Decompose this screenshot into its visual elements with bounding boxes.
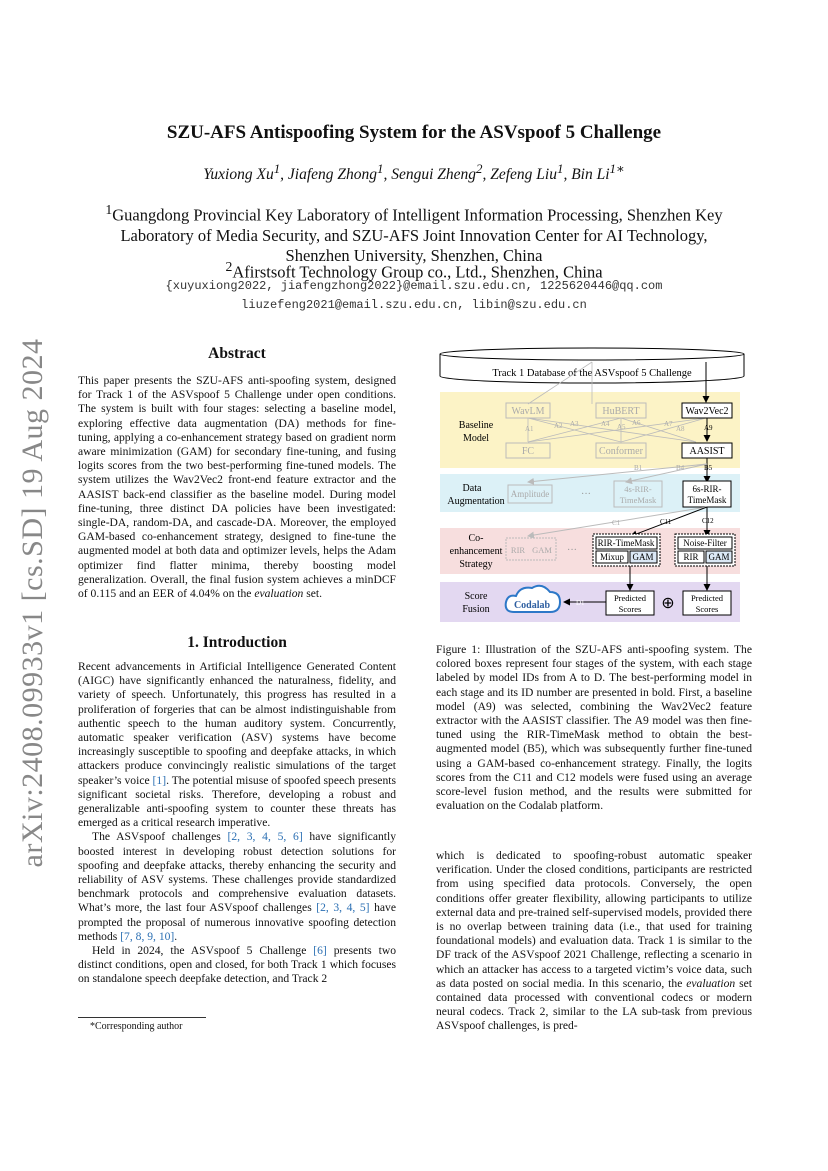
svg-text:GAM: GAM bbox=[632, 552, 654, 562]
abstract-heading: Abstract bbox=[208, 345, 266, 362]
affiliation-2: $^2$Afirstsoft Technology Group co., Ltd., Shenzhen, China bbox=[225, 259, 603, 282]
svg-text:A2: A2 bbox=[554, 422, 563, 430]
author-1: Yuxiong Xu$^1$ bbox=[203, 161, 281, 184]
citation-link[interactable]: [6] bbox=[313, 944, 327, 958]
right-column-body: which is dedicated to spoofing-robust automatic speaker verification. Under the closed conditions, participants are restricted from using specified data protocols. Conversely, the open conditions offer greater flexibility, allowing participants to utilize external data and pre-trained self-supervised models, provided there is no overlap between training data (i.e., that used for training foundational models) and evaluation data. Track 1 is similar to the DF track of the ASVspoof 2021 Challenge, reflecting a scenario in which an attacker has access to a targeted victim’s voice data, such as data posted on social media. In this scenario, the evaluation set contained data processed with conventional codecs or modern neural codecs. Track 2, similar to the LA sub-task from previous ASVspoof challenges, is pred- bbox=[436, 849, 753, 1033]
svg-text:B4: B4 bbox=[676, 464, 685, 472]
svg-text:B1: B1 bbox=[634, 464, 643, 472]
arxiv-side-label bbox=[8, 338, 58, 868]
arxiv-id-text: arXiv:2408.09933v1 [cs.SD] 19 Aug 2024 bbox=[16, 338, 49, 868]
svg-text:Wav2Vec2: Wav2Vec2 bbox=[685, 406, 729, 417]
system-figure bbox=[436, 346, 752, 626]
database-label: Track 1 Database of the ASVspoof 5 Challenge bbox=[492, 368, 692, 379]
stage-label-co-1: Co- bbox=[468, 533, 484, 544]
svg-text:FC: FC bbox=[521, 446, 535, 457]
stage-label-baseline-1: Baseline bbox=[458, 420, 494, 431]
svg-text:A1: A1 bbox=[525, 425, 534, 433]
author-list: Yuxiong Xu$^1$, Jiafeng Zhong$^1$, Sengui Zheng$^2$, Zefeng Liu$^1$, Bin $Li^{1∗}$ bbox=[203, 161, 625, 184]
svg-text:Amplitude: Amplitude bbox=[510, 489, 550, 499]
stage-label-augmentation-1: Data bbox=[462, 483, 482, 494]
svg-text:Scores: Scores bbox=[618, 604, 642, 614]
svg-text:Conformer: Conformer bbox=[599, 446, 643, 457]
figure-caption: Figure 1: Illustration of the SZU-AFS anti-spoofing system. The colored boxes represent four stages of the system, with each stage labeled by model IDs from A to D. The best-performing model in each stage and its ID number are presented in bold. First, a baseline model (A9) was selected, combining the Wav2Vec2 feature extractor with the AASIST classifier. The A9 model was then fine-tuned using the RIR-TimeMask method to obtain the best-augmented model (B5), which was subsequently further fine-tuned using a GAM-based co-enhancement strategy. Finally, the logits scores from the C11 and C12 models were fused using an average score-level fusion method, and the results were submitted for evaluation on the Codalab platform. bbox=[436, 643, 752, 813]
svg-text:C12: C12 bbox=[702, 517, 714, 525]
svg-text:A6: A6 bbox=[632, 419, 641, 427]
svg-text:···: ··· bbox=[581, 489, 591, 500]
abstract-body: This paper presents the SZU-AFS anti-spoofing system, designed for Track 1 of the ASVspoof 5 Challenge under open conditions. The system is built with four stages: selecting a baseline model, exploring effective data augmentation (DA) methods for fine-tuning, applying a co-enhancement strategy based on gradient norm aware minimization (GAM) for secondary fine-tuning, and fusing logits scores from the two best-performing fine-tuned models. The system utilizes the Wav2Vec2 front-end feature extractor and the AASIST back-end classifier as the baseline model. During model fine-tuning, three distinct DA policies have been investigated: single-DA, random-DA, and cascade-DA. Moreover, the employed GAM-based co-enhancement strategy, designed to fine-tune the augmented model at both data and optimizer levels, helps the Adam optimizer find flatter minima, thereby boosting model generalization. Overall, the final fusion system achieves a minDCF of 0.115 and an EER of 4.04% on the evaluation set. bbox=[78, 374, 396, 601]
introduction-heading: 1. Introduction bbox=[187, 634, 287, 651]
author-2: Jiafeng Zhong$^1$ bbox=[287, 161, 384, 184]
svg-text:RIR: RIR bbox=[510, 545, 526, 555]
svg-text:GAM: GAM bbox=[532, 545, 552, 555]
plus-circle-icon: ⊕ bbox=[661, 595, 675, 612]
citation-link[interactable]: [7, 8, 9, 10] bbox=[120, 929, 175, 943]
svg-text:GAM: GAM bbox=[708, 552, 730, 562]
svg-text:AASIST: AASIST bbox=[689, 446, 725, 457]
stage-label-augmentation-2: Augmentation bbox=[447, 496, 505, 507]
stage-label-co-3: Strategy bbox=[459, 559, 493, 570]
svg-text:A3: A3 bbox=[570, 420, 579, 428]
author-3: Sengui Zheng$^2$ bbox=[391, 161, 483, 184]
svg-text:4s-RIR-: 4s-RIR- bbox=[624, 484, 652, 494]
email-line-1: {xuyuxiong2022, jiafengzhong2022}@email.szu.edu.cn, 1225620446@qq.com bbox=[165, 279, 663, 293]
footnote: *Corresponding author bbox=[90, 1021, 183, 1032]
svg-text:A5: A5 bbox=[617, 423, 626, 431]
stage-label-fusion-2: Fusion bbox=[462, 604, 490, 615]
footnote-rule bbox=[78, 1017, 206, 1018]
svg-text:Predicted: Predicted bbox=[690, 593, 724, 603]
svg-text:Noise-Filter: Noise-Filter bbox=[683, 538, 727, 548]
svg-text:···: ··· bbox=[567, 545, 577, 556]
svg-text:C11: C11 bbox=[660, 518, 672, 526]
svg-text:C1: C1 bbox=[612, 519, 621, 527]
author-4: Zefeng Liu$^1$ bbox=[490, 161, 564, 184]
paper-title: SZU-AFS Antispoofing System for the ASVspoof 5 Challenge bbox=[166, 122, 662, 143]
stage-label-fusion-1: Score bbox=[464, 591, 488, 602]
svg-text:Mixup: Mixup bbox=[599, 552, 625, 562]
svg-text:D1: D1 bbox=[576, 599, 585, 607]
email-line-2: liuzefeng2021@email.szu.edu.cn, libin@szu.edu.cn bbox=[241, 298, 587, 312]
svg-text:RIR: RIR bbox=[683, 552, 699, 562]
svg-text:TimeMask: TimeMask bbox=[687, 495, 727, 505]
author-5: Bin $Li^{1∗}$ bbox=[571, 161, 625, 184]
svg-text:WavLM: WavLM bbox=[511, 406, 545, 417]
stage-label-co-2: enhancement bbox=[449, 546, 503, 557]
svg-text:A4: A4 bbox=[601, 420, 610, 428]
citation-link[interactable]: [1] bbox=[152, 773, 167, 787]
citation-link[interactable]: [2, 3, 4, 5] bbox=[316, 901, 370, 915]
svg-text:Scores: Scores bbox=[695, 604, 719, 614]
svg-text:B5: B5 bbox=[704, 464, 713, 472]
svg-text:Predicted: Predicted bbox=[613, 593, 647, 603]
svg-text:TimeMask: TimeMask bbox=[619, 495, 657, 505]
svg-text:A8: A8 bbox=[676, 425, 685, 433]
stage-label-baseline-2: Model bbox=[462, 433, 490, 444]
citation-link[interactable]: [2, 3, 4, 5, 6] bbox=[227, 830, 303, 844]
svg-text:Codalab: Codalab bbox=[513, 600, 551, 611]
introduction-body: Recent advancements in Artificial Intelligence Generated Content (AIGC) have significantly enhanced the naturalness, fidelity, and variety of speech. Unfortunately, this progress has resulted in a proliferation of forgeries that can be almost indistinguishable from authentic speech to the human auditory system. Concurrently, automatic speaker verification (ASV) systems have become increasingly susceptible to spoofing and deepfake attacks, in which attackers produce convincingly realistic simulations of the target speaker’s voice [1]. The potential misuse of spoofed speech presents significant societal risks. Therefore, developing a robust and generalizable anti-spoofing system to counter these threats has emerged as a critical research imperative. The ASVspoof challenges [2, 3, 4, 5, 6] have significantly boosted interest in developing robust detection solutions for spoofing and deepfake attacks, thereby enhancing the security and reliability of ASV systems. These challenges provide standardized benchmark protocols and comprehensive evaluation datasets. What’s more, the last four ASVspoof challenges [2, 3, 4, 5] have prompted the proposal of numerous innovative spoofing detection methods [7, 8, 9, 10]. Held in 2024, the ASVspoof 5 Challenge [6] presents two distinct conditions, open and closed, for both Track 1 which focuses on standalone speech deepfake detection, and Track 2 bbox=[78, 660, 397, 986]
svg-text:A7: A7 bbox=[664, 420, 673, 428]
svg-text:A9: A9 bbox=[704, 424, 713, 432]
svg-text:RIR-TimeMask: RIR-TimeMask bbox=[597, 538, 655, 548]
svg-text:HuBERT: HuBERT bbox=[602, 406, 640, 417]
affiliation-1: $^1$Guangdong Provincial Key Laboratory of Intelligent Information Processing, Shenzhen Key Laboratory of Media Security, and SZU-AFS Joint Innovation Center for AI Technology, Shenzhen University, Shenzhen, China bbox=[105, 202, 723, 265]
svg-text:6s-RIR-: 6s-RIR- bbox=[692, 484, 722, 494]
